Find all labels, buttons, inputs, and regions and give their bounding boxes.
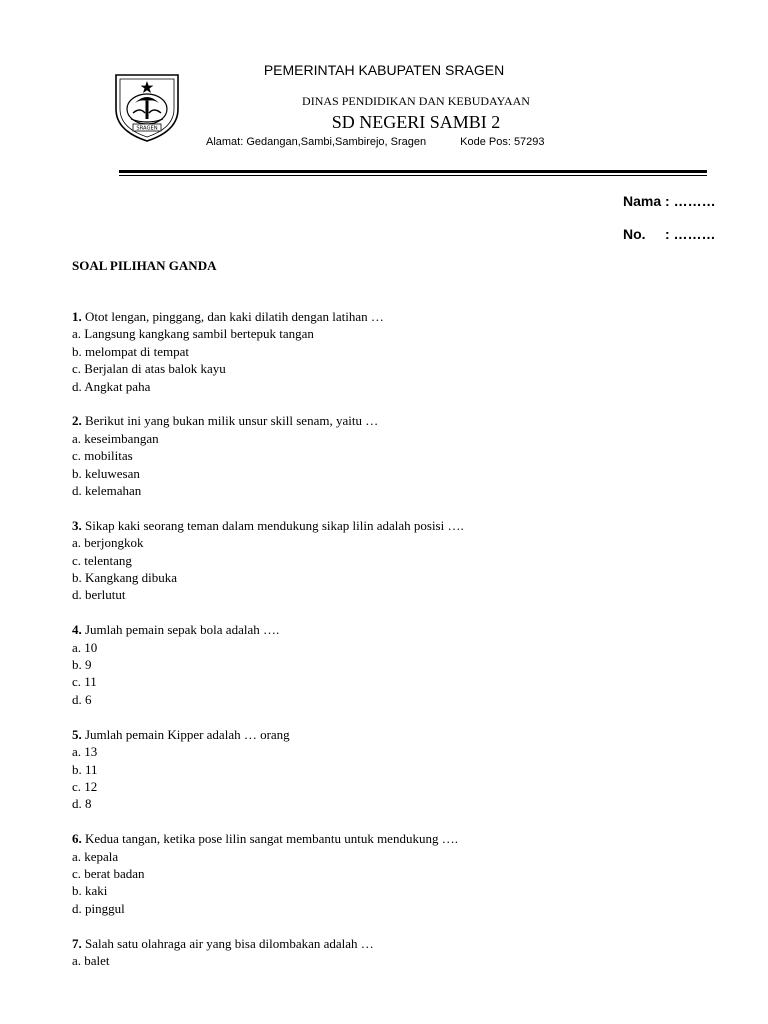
question-number: 3.: [72, 517, 82, 533]
question-number: 7.: [72, 935, 82, 951]
answer-option: b. 9: [72, 657, 92, 673]
answer-option: a. keseimbangan: [72, 430, 159, 446]
answer-option: d. berlutut: [72, 587, 126, 603]
question-item: [72, 517, 732, 604]
answer-option: d. kelemahan: [72, 483, 142, 499]
question-stem: [72, 830, 732, 847]
answer-option: b. kaki: [72, 883, 108, 899]
question-text: Salah satu olahraga air yang bisa dilombakan adalah …: [81, 935, 374, 951]
school-name: SD NEGERI SAMBI 2: [331, 112, 501, 132]
answer-option: a. balet: [72, 952, 110, 968]
logo-banner-text: SRAGEN: [136, 125, 158, 132]
question-number: 5.: [72, 726, 82, 742]
government-title: PEMERINTAH KABUPATEN SRAGEN: [263, 62, 505, 78]
question-number: 6.: [72, 831, 82, 847]
question-list: [72, 308, 732, 987]
answer-option: d. Angkat paha: [72, 378, 151, 394]
question-stem: [72, 621, 732, 638]
question-stem: [72, 935, 732, 952]
question-number: 2.: [72, 413, 82, 429]
answer-option: a. 13: [72, 744, 98, 760]
question-text: Otot lengan, pinggang, dan kaki dilatih dengan latihan …: [81, 309, 384, 324]
answer-option: a. berjongkok: [72, 535, 144, 551]
question-text: Berikut ini yang bukan milik unsur skill senam, yaitu …: [81, 413, 379, 429]
name-field: Nama : ………: [623, 193, 716, 209]
question-text: Sikap kaki seorang teman dalam mendukung sikap lilin adalah posisi ….: [81, 517, 464, 533]
answer-option: c. 12: [72, 778, 98, 794]
answer-option: d. pinggul: [72, 900, 125, 916]
answer-option: b. keluwesan: [72, 465, 140, 481]
answer-option: c. 11: [72, 674, 97, 690]
number-field: No. : ………: [623, 226, 716, 242]
answer-option: a. kepala: [72, 848, 119, 864]
question-stem: [72, 412, 732, 429]
question-text: Jumlah pemain Kipper adalah … orang: [81, 726, 290, 742]
question-item: [72, 935, 732, 970]
answer-option: c. mobilitas: [72, 448, 133, 464]
answer-option: b. Kangkang dibuka: [72, 570, 178, 586]
question-item: [72, 830, 732, 917]
answer-option: c. berat badan: [72, 865, 145, 881]
answer-option: c. telentang: [72, 552, 132, 568]
question-stem: [72, 726, 732, 743]
answer-option: d. 8: [72, 796, 92, 812]
address-line: [206, 136, 545, 148]
answer-option: d. 6: [72, 691, 92, 707]
question-text: Jumlah pemain sepak bola adalah ….: [81, 622, 280, 638]
letterhead-divider-thin: [119, 175, 707, 176]
answer-option: b. 11: [72, 761, 98, 777]
question-item: [72, 726, 732, 813]
question-item: [72, 621, 732, 708]
answer-option: a. Langsung kangkang sambil bertepuk tangan: [72, 326, 314, 342]
section-title: SOAL PILIHAN GANDA: [72, 258, 217, 273]
question-item: [72, 308, 732, 395]
question-number: 1.: [72, 309, 82, 324]
question-number: 4.: [72, 622, 82, 638]
postal-code: Kode Pos: 57293: [460, 136, 545, 148]
question-stem: [72, 517, 732, 534]
question-item: [72, 412, 732, 499]
question-stem: [72, 308, 732, 325]
question-text: Kedua tangan, ketika pose lilin sangat membantu untuk mendukung ….: [81, 831, 458, 847]
answer-option: c. Berjalan di atas balok kayu: [72, 361, 226, 377]
address-text: Alamat: Gedangan,Sambi,Sambirejo, Sragen: [206, 136, 427, 148]
answer-option: b. melompat di tempat: [72, 343, 189, 359]
letterhead-divider-thick: [119, 170, 707, 173]
department-title: DINAS PENDIDIKAN DAN KEBUDAYAAN: [302, 94, 530, 108]
answer-option: a. 10: [72, 639, 98, 655]
